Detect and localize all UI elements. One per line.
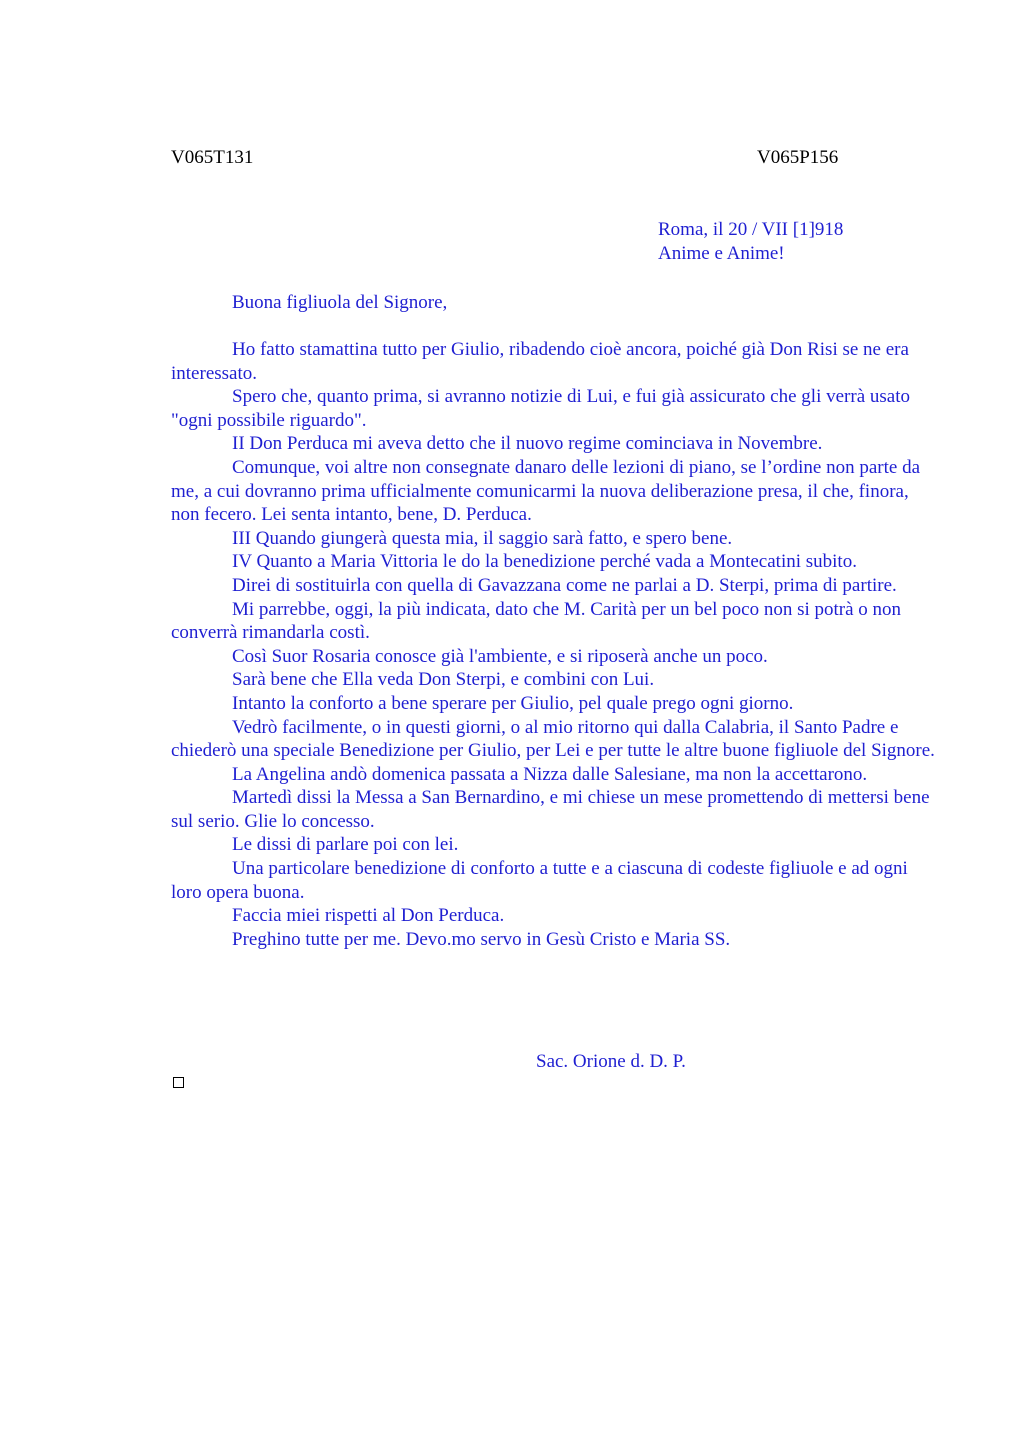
paragraph: Faccia miei rispetti al Don Perduca.	[232, 905, 505, 927]
paragraph: La Angelina andò domenica passata a Nizza dalle Salesiane, ma non la accettarono.	[232, 763, 868, 785]
square-marker-icon	[173, 1077, 184, 1088]
salutation: Buona figliuola del Signore,	[232, 292, 448, 313]
paragraph: Una particolare benedizione di conforto a tutte e a ciascuna di codeste figliuole e ad ogni loro opera buona.	[171, 858, 908, 903]
paragraph: Intanto la conforto a bene sperare per Giulio, pel quale prego ogni giorno.	[232, 692, 794, 714]
letter-body	[171, 338, 941, 951]
document-code-left: V065T131	[171, 147, 254, 168]
paragraph: II Don Perduca mi aveva detto che il nuovo regime cominciava in Novembre.	[232, 433, 823, 455]
paragraph: Comunque, voi altre non consegnate danaro delle lezioni di piano, se l’ordine non parte da me, a cui dovranno prima ufficialmente comunicarmi la nuova deliberazione presa, il che, finora, non fecero. Lei senta intanto, bene, D. Perduca.	[171, 456, 921, 526]
paragraph: Spero che, quanto prima, si avranno notizie di Lui, e fui già assicurato che gli verrà usato "ogni possibile riguardo".	[171, 386, 910, 431]
paragraph: Martedì dissi la Messa a San Bernardino, e mi chiese un mese promettendo di mettersi bene sul serio. Glie lo concesso.	[171, 787, 930, 832]
paragraph: Vedrò facilmente, o in questi giorni, o al mio ritorno qui dalla Calabria, il Santo Padre e chiederò una speciale Benedizione per Giulio, per Lei e per tutte le altre buone figliuole del Signore.	[171, 716, 935, 762]
paragraph: IV Quanto a Maria Vittoria le do la benedizione perché vada a Montecatini subito.	[232, 551, 857, 573]
paragraph: Preghino tutte per me. Devo.mo servo in Gesù Cristo e Maria SS.	[232, 928, 731, 950]
paragraph: III Quando giungerà questa mia, il saggio sarà fatto, e spero bene.	[232, 527, 733, 549]
paragraph: Direi di sostituirla con quella di Gavazzana come ne parlai a D. Sterpi, prima di partire.	[232, 574, 897, 596]
paragraph: Le dissi di parlare poi con lei.	[232, 834, 459, 856]
paragraph: Ho fatto stamattina tutto per Giulio, ribadendo cioè ancora, poiché già Don Risi se ne era interessato.	[171, 339, 909, 384]
paragraph: Così Suor Rosaria conosce già l'ambiente, e si riposerà anche un poco.	[232, 645, 768, 667]
place-date: Roma, il 20 / VII [1]918	[658, 219, 844, 240]
motto: Anime e Anime!	[658, 242, 785, 264]
signature: Sac. Orione d. D. P.	[536, 1051, 686, 1072]
paragraph: Mi parrebbe, oggi, la più indicata, dato che M. Carità per un bel poco non si potrà o non converrà rimandarla costì.	[171, 598, 902, 644]
document-code-right: V065P156	[757, 147, 839, 168]
dateline	[658, 218, 843, 265]
paragraph: Sarà bene che Ella veda Don Sterpi, e combini con Lui.	[232, 669, 655, 691]
